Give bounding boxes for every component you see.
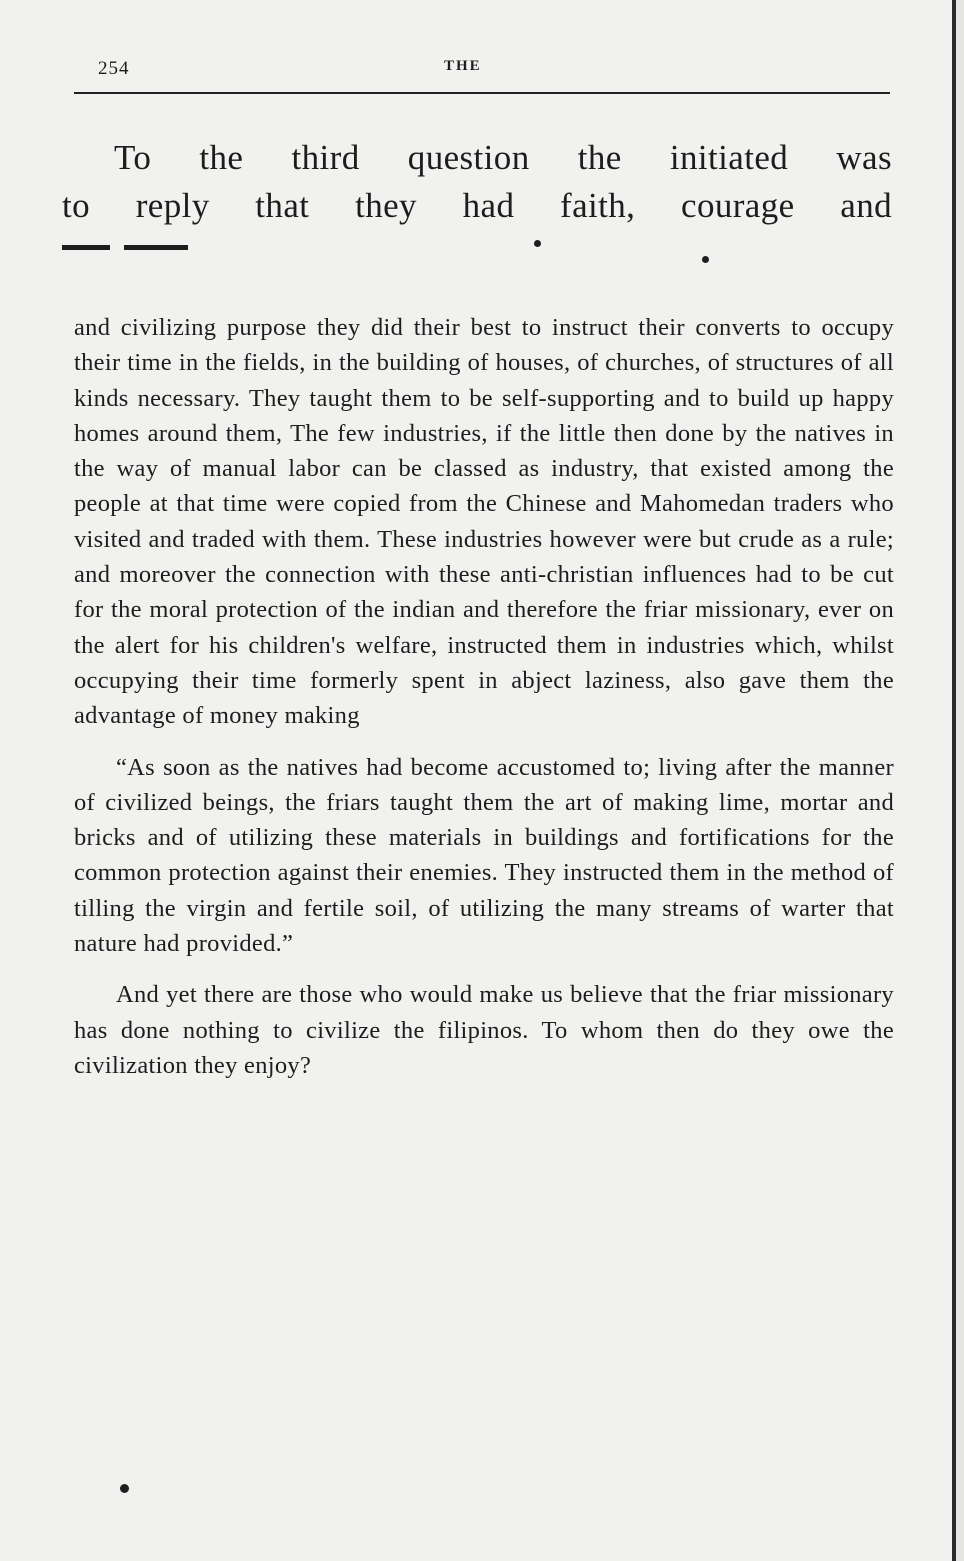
running-head xyxy=(74,52,890,96)
pasted-fragment xyxy=(62,134,892,230)
paragraph-2-quote: “As soon as the natives had become accustomed to; living after the manner of civilized beings, the friars taught them the art of making lime, mortar and bricks and of utilizing these materials in buildings and fortifications for the common protection against their enemies. They instructed them in the method of tilling the virgin and fertile soil, of utilizing the many streams of warter that nature had provided.” xyxy=(74,753,894,958)
page-edge-shadow xyxy=(956,0,964,1561)
page-edge xyxy=(952,0,956,1561)
ink-dot xyxy=(534,240,541,247)
running-head-title: THE xyxy=(444,58,482,74)
cut-dash xyxy=(62,245,110,250)
paragraph-1: and civilizing purpose they did their best to instruct their converts to occupy their time in the fields, in the building of houses, of churches, of structures of all kinds necessary. They taught them to be self-supporting and to build up happy homes around them, The few industries, if the little then done by the natives in the way of manual labor can be classed as industry, that existed among the people at that time were copied from the Chinese and Mahomedan traders who visited and traded with them. These industries however were but crude as a rule; and moreover the connection with these anti-christian influences had to be cut for the moral protection of the indian and therefore the friar missionary, ever on the alert for his children's welfare, instructed them in industries which, whilst occupying their time formerly spent in abject laziness, also gave them the advantage of money making xyxy=(74,314,894,730)
paragraph-3: And yet there are those who would make us believe that the friar missionary has done nothing to civilize the filipinos. To whom then do they owe the civilization they enjoy? xyxy=(74,981,894,1079)
fragment-cut-marks xyxy=(62,240,892,270)
ink-dot xyxy=(702,256,709,263)
fragment-line-1: To the third question the initiated was xyxy=(114,138,892,177)
header-rule xyxy=(74,92,890,94)
cut-dash xyxy=(124,245,188,250)
ink-dot xyxy=(120,1484,129,1493)
body-text xyxy=(74,310,894,1083)
page-number: 254 xyxy=(98,58,130,79)
fragment-line-2: to reply that they had faith, courage and xyxy=(62,186,892,225)
